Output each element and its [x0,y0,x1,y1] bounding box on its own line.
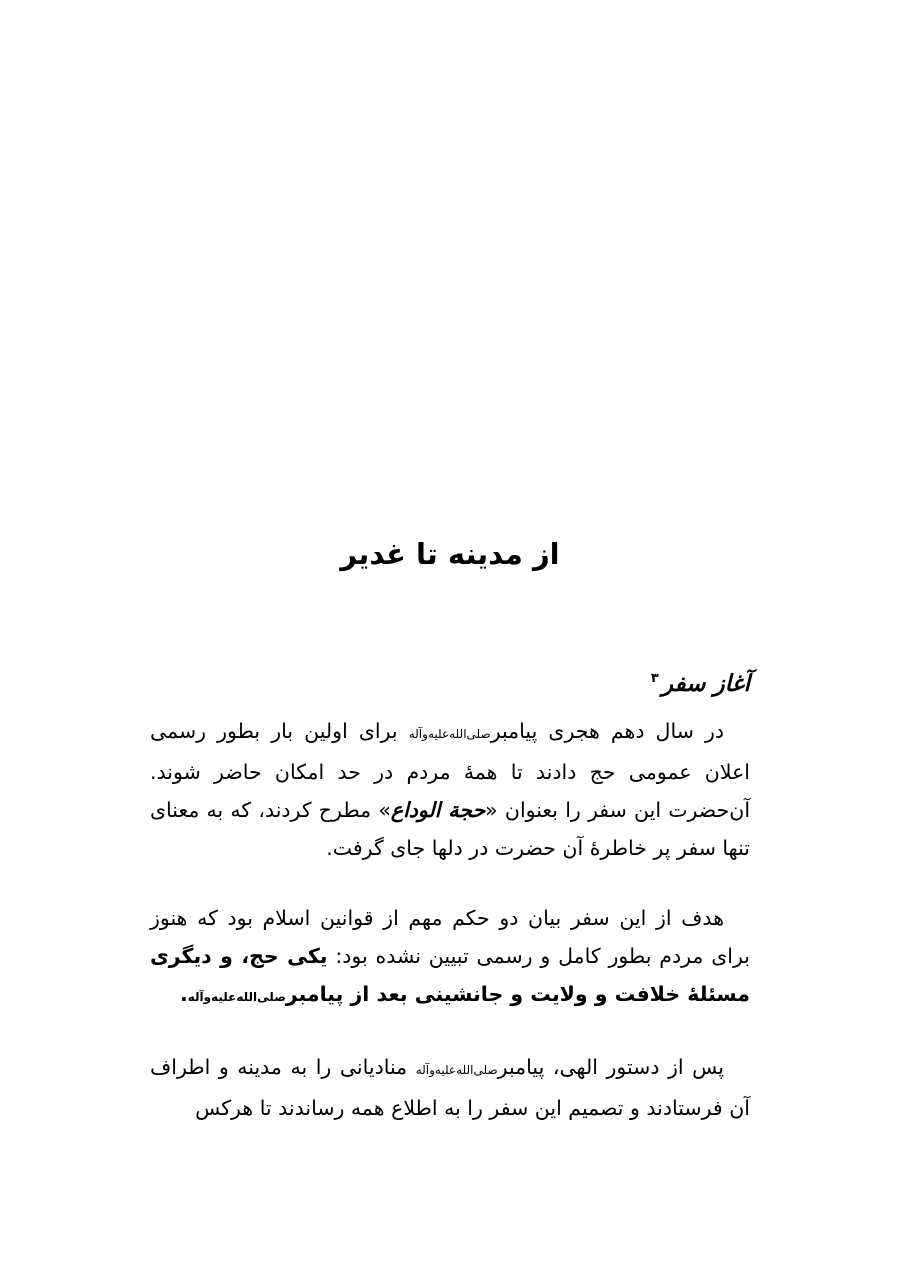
paragraph-1-text-a: در سال دهم هجری پیامبر [490,719,724,743]
chapter-title: از مدینه تا غدیر [340,537,560,571]
paragraph-1-text-c: » مطرح کردند، که به معنای تنها سفر پر خاطرهٔ آن حضرت در دلها جای گرفت. [150,798,750,860]
paragraph-1 [150,712,750,867]
paragraph-2-salawat: صلی‌الله‌علیه‌وآله [187,990,286,1004]
paragraph-1-salawat: صلی‌الله‌علیه‌وآله [408,727,491,741]
paragraph-1-emphasis: حجة الوداع [390,798,486,822]
paragraph-2 [150,899,750,1016]
paragraph-3-text-b: منادیانی را به مدینه و اطراف آن فرستادند و تصمیم این سفر را به اطلاع همه رساندند تا هرکس [150,1055,750,1120]
paragraph-3-text-a: پس از دستور الهی، پیامبر [497,1055,724,1079]
paragraph-3-salawat: صلی‌الله‌علیه‌وآله [415,1063,498,1077]
paragraph-3 [150,1048,750,1127]
paragraph-1-text-b: برای اولین بار بطور رسمی اعلان عمومی حج دادند تا همهٔ مردم در حد امکان حاضر شوند. آن‌حضرت این سفر را بعنوان « [150,719,751,822]
section-heading [150,664,750,704]
paragraph-2-bold: یکی حج، و دیگری مسئلهٔ خلافت و ولایت و جانشینی بعد از پیامبر [150,944,750,1006]
footnote-marker: ۳ [650,671,659,687]
paragraph-2-text-a: هدف از این سفر بیان دو حکم مهم از قوانین اسلام بود که هنوز برای مردم بطور کامل و رسمی تبیین نشده بود: [150,906,750,968]
section-heading-text: آغاز سفر [661,671,750,697]
paragraph-2-end: . [179,982,188,1006]
